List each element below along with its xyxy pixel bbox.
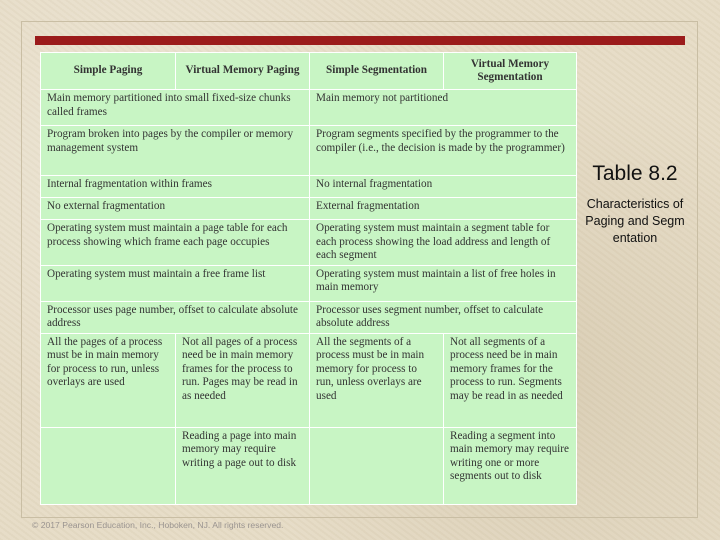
table-row <box>41 427 577 504</box>
segmentation-cell: Processor uses segment number, offset to calculate absolute address <box>310 301 577 333</box>
segmentation-cell: External fragmentation <box>310 198 577 220</box>
paging-cell: Main memory partitioned into small fixed-size chunks called frames <box>41 90 310 126</box>
table-row <box>41 333 577 427</box>
table-row <box>41 265 577 301</box>
comparison-table <box>40 52 577 505</box>
table-caption: Characteristics of Paging and Segmentation <box>585 197 685 245</box>
paging-cell: Processor uses page number, offset to calculate absolute address <box>41 301 310 333</box>
header-simple-segmentation: Simple Segmentation <box>310 53 444 90</box>
simple-paging-cell: All the pages of a process must be in main memory for process to run, unless overlays are used <box>41 333 176 427</box>
slide-title-block <box>585 160 685 247</box>
header-vm-paging: Virtual Memory Paging <box>176 53 310 90</box>
table-row <box>41 90 577 126</box>
header-row <box>41 53 577 90</box>
vm-paging-cell: Not all pages of a process need be in main memory frames for the process to run. Pages may be read in as needed <box>176 333 310 427</box>
accent-bar <box>35 36 685 45</box>
paging-cell: Program broken into pages by the compiler or memory management system <box>41 126 310 176</box>
empty-cell <box>310 427 444 504</box>
table-row <box>41 220 577 266</box>
table-row <box>41 301 577 333</box>
segmentation-cell: Program segments specified by the programmer to the compiler (i.e., the decision is made by the programmer) <box>310 126 577 176</box>
empty-cell <box>41 427 176 504</box>
vm-segmentation-cell: Reading a segment into main memory may require writing one or more segments out to disk <box>444 427 577 504</box>
table-row <box>41 176 577 198</box>
table-row <box>41 126 577 176</box>
table-number: Table 8.2 <box>592 162 678 185</box>
simple-segmentation-cell: All the segments of a process must be in main memory for process to run, unless overlays are used <box>310 333 444 427</box>
segmentation-cell: Operating system must maintain a segment table for each process showing the load address and length of each segment <box>310 220 577 266</box>
copyright-notice: © 2017 Pearson Education, Inc., Hoboken, NJ. All rights reserved. <box>32 520 284 530</box>
segmentation-cell: Operating system must maintain a list of free holes in main memory <box>310 265 577 301</box>
segmentation-cell: Main memory not partitioned <box>310 90 577 126</box>
paging-cell: No external fragmentation <box>41 198 310 220</box>
segmentation-cell: No internal fragmentation <box>310 176 577 198</box>
header-vm-segmentation: Virtual Memory Segmentation <box>444 53 577 90</box>
paging-cell: Operating system must maintain a page table for each process showing which frame each page occupies <box>41 220 310 266</box>
vm-segmentation-cell: Not all segments of a process need be in main memory frames for the process to run. Segments may be read in as needed <box>444 333 577 427</box>
header-simple-paging: Simple Paging <box>41 53 176 90</box>
paging-cell: Operating system must maintain a free frame list <box>41 265 310 301</box>
paging-cell: Internal fragmentation within frames <box>41 176 310 198</box>
table-row <box>41 198 577 220</box>
vm-paging-cell: Reading a page into main memory may require writing a page out to disk <box>176 427 310 504</box>
